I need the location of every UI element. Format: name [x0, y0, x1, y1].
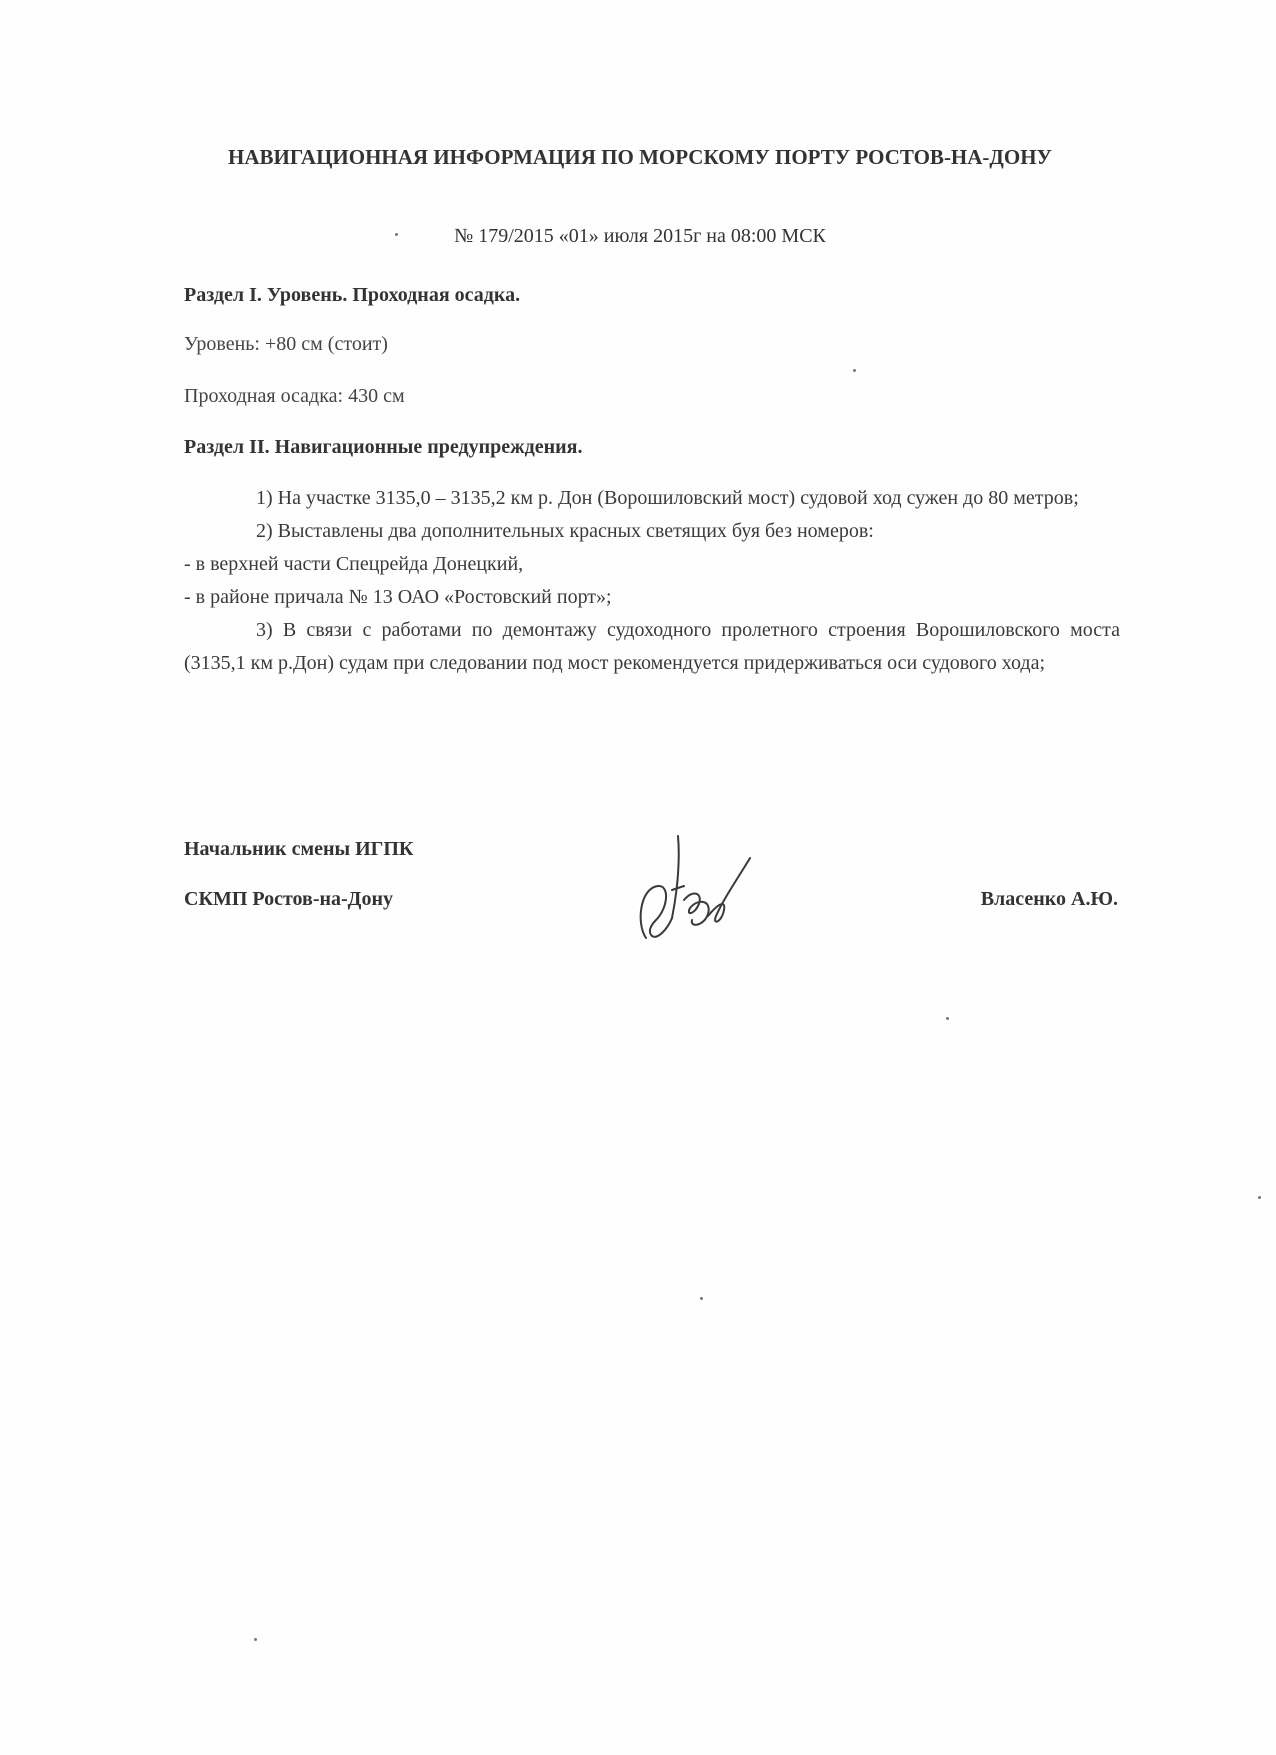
level-value: Уровень: +80 см (стоит) [184, 333, 388, 355]
scan-speck [1258, 1196, 1261, 1199]
section-2-heading: Раздел II. Навигационные предупреждения. [184, 436, 583, 458]
scan-speck [395, 233, 398, 236]
section-1-heading: Раздел I. Уровень. Проходная осадка. [184, 284, 521, 306]
scan-speck [946, 1017, 949, 1020]
handwritten-signature [628, 828, 758, 948]
signer-position-line-1: Начальник смены ИГПК [184, 838, 414, 860]
scan-speck [853, 369, 856, 372]
signer-position-line-2: СКМП Ростов-на-Дону [184, 888, 393, 910]
signer-name: Власенко А.Ю. [980, 888, 1118, 910]
document-title: НАВИГАЦИОННАЯ ИНФОРМАЦИЯ ПО МОРСКОМУ ПОРТУ РОСТОВ-НА-ДОНУ [228, 145, 1052, 169]
draft-value: Проходная осадка: 430 см [184, 385, 405, 407]
warning-item-2: 2) Выставлены два дополнительных красных светящих буя без номеров: [256, 520, 874, 542]
warning-item-1: 1) На участке 3135,0 – 3135,2 км р. Дон (Ворошиловский мост) судовой ход сужен до 80 метров; [256, 487, 1079, 509]
scan-speck [254, 1638, 257, 1641]
warning-item-3: 3) В связи с работами по демонтажу судоходного пролетного строения Ворошиловского моста (3135,1 км р.Дон) судам при следовании под мост рекомендуется придерживаться оси судового хода; [184, 619, 1120, 674]
warnings-list [184, 482, 1120, 680]
document-number: № 179/2015 «01» июля 2015г на 08:00 МСК [454, 225, 826, 247]
warning-item-2-sub-2: - в районе причала № 13 ОАО «Ростовский порт»; [184, 586, 612, 608]
warning-item-2-sub-1: - в верхней части Спецрейда Донецкий, [184, 553, 524, 575]
scan-speck [700, 1297, 703, 1300]
